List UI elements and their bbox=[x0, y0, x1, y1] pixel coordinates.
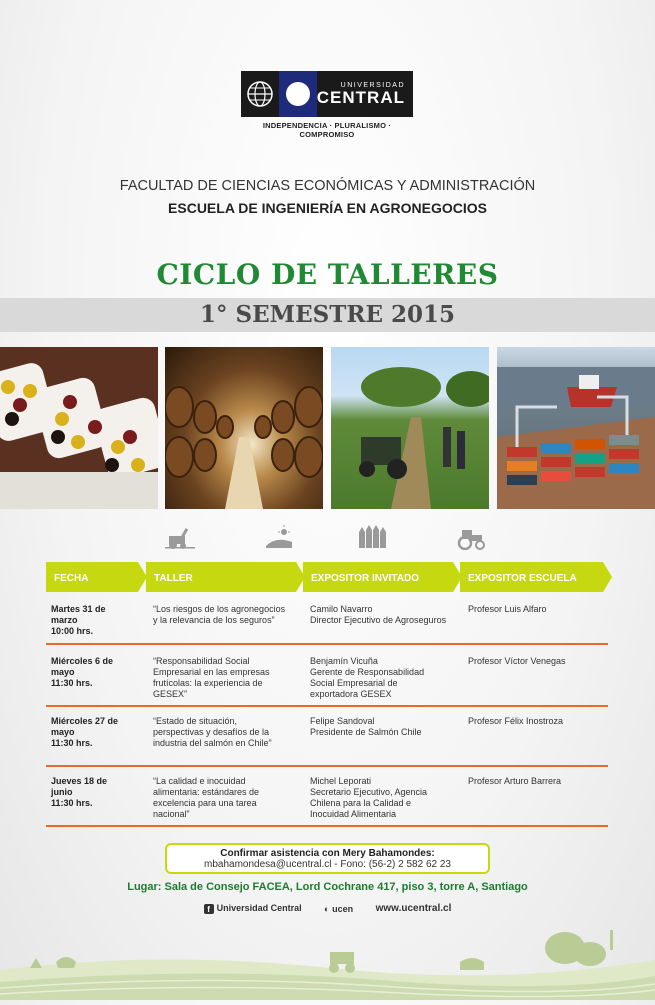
sun-field-icon bbox=[264, 524, 294, 550]
row-4-date: Jueves 18 de junio 11:30 hrs. bbox=[51, 776, 108, 808]
confirm-title: Confirmar asistencia con Mery Bahamondes: bbox=[220, 848, 435, 859]
row-separator bbox=[46, 825, 608, 827]
silos-icon bbox=[357, 524, 387, 550]
farm-landscape-illustration bbox=[0, 930, 655, 1000]
tractor-field-photo bbox=[331, 347, 489, 509]
row-1-workshop: “Los riesgos de los agronegocios y la relevancia de los seguros” bbox=[153, 604, 286, 625]
header-taller: TALLER bbox=[146, 562, 296, 592]
event-location: Lugar: Sala de Consejo FACEA, Lord Cochrane 417, piso 3, torre A, Santiago bbox=[127, 881, 528, 893]
globe-icon bbox=[241, 71, 279, 117]
tractor-icon bbox=[456, 524, 486, 550]
harvester-icon bbox=[165, 524, 195, 550]
row-separator bbox=[46, 643, 608, 645]
semester-title: 1° SEMESTRE 2015 bbox=[199, 301, 456, 328]
row-3-guest: Felipe Sandoval Presidente de Salmón Chile bbox=[310, 716, 422, 737]
facebook-label: Universidad Central bbox=[216, 903, 302, 914]
facebook-icon: f bbox=[204, 904, 214, 914]
row-2-guest: Benjamín Vicuña Gerente de Responsabilidad Social Empresarial de exportadora GESEX bbox=[310, 656, 425, 699]
university-logo bbox=[241, 71, 413, 117]
confirm-contact[interactable]: mbahamondesa@ucentral.cl - Fono: (56-2) 2 582 62 23 bbox=[204, 859, 451, 870]
row-3-workshop: “Estado de situación, perspectivas y desafíos de la industria del salmón en Chile” bbox=[153, 716, 272, 748]
row-4-workshop: “La calidad e inocuidad alimentaria: estándares de excelencia para una tarea nacional” bbox=[153, 776, 260, 819]
row-separator bbox=[46, 705, 608, 707]
poster-title: CICLO DE TALLERES bbox=[156, 258, 499, 291]
moon-icon bbox=[279, 71, 317, 117]
ucen-label: ucen bbox=[332, 903, 354, 914]
row-3-school-speaker: Profesor Félix Inostroza bbox=[468, 716, 564, 726]
row-4-guest: Michel Leporati Secretario Ejecutivo, Agencia Chilena para la Calidad e Inocuidad Alimentaria bbox=[310, 776, 428, 819]
logo-top-word: UNIVERSIDAD bbox=[340, 81, 405, 89]
logo-name: CENTRAL bbox=[316, 87, 405, 107]
row-separator bbox=[46, 765, 608, 767]
header-expositor-invitado: EXPOSITOR INVITADO bbox=[303, 562, 453, 592]
port-containers-photo bbox=[497, 347, 655, 509]
faculty-name: FACULTAD DE CIENCIAS ECONÓMICAS Y ADMINISTRACIÓN bbox=[119, 178, 536, 194]
header-expositor-escuela: EXPOSITOR ESCUELA bbox=[460, 562, 603, 592]
motto: INDEPENDENCIA · PLURALISMO · COMPROMISO bbox=[262, 121, 392, 139]
school-name: ESCUELA DE INGENIERÍA EN AGRONEGOCIOS bbox=[168, 200, 487, 216]
row-2-workshop: “Responsabilidad Social Empresarial en las empresas frutícolas: la experiencia de GESEX” bbox=[153, 656, 270, 699]
row-2-date: Miércoles 6 de mayo 11:30 hrs. bbox=[51, 656, 114, 688]
wine-cellar-photo bbox=[165, 347, 323, 509]
ucen-icon: ◐ bbox=[324, 903, 333, 914]
social-links bbox=[0, 903, 655, 914]
row-1-school-speaker: Profesor Luis Alfaro bbox=[468, 604, 547, 614]
confirm-box bbox=[165, 843, 490, 874]
row-4-school-speaker: Profesor Arturo Barrera bbox=[468, 776, 562, 786]
row-1-date: Martes 31 de marzo 10:00 hrs. bbox=[51, 604, 106, 636]
header-fecha: FECHA bbox=[46, 562, 138, 592]
facebook-link[interactable] bbox=[204, 903, 302, 914]
website-link[interactable]: www.ucentral.cl bbox=[375, 903, 452, 915]
row-1-guest: Camilo Navarro Director Ejecutivo de Agroseguros bbox=[310, 604, 447, 625]
row-3-date: Miércoles 27 de mayo 11:30 hrs. bbox=[51, 716, 119, 748]
ucen-link[interactable] bbox=[324, 904, 353, 914]
row-2-school-speaker: Profesor Víctor Venegas bbox=[468, 656, 566, 666]
olives-photo bbox=[0, 347, 158, 509]
